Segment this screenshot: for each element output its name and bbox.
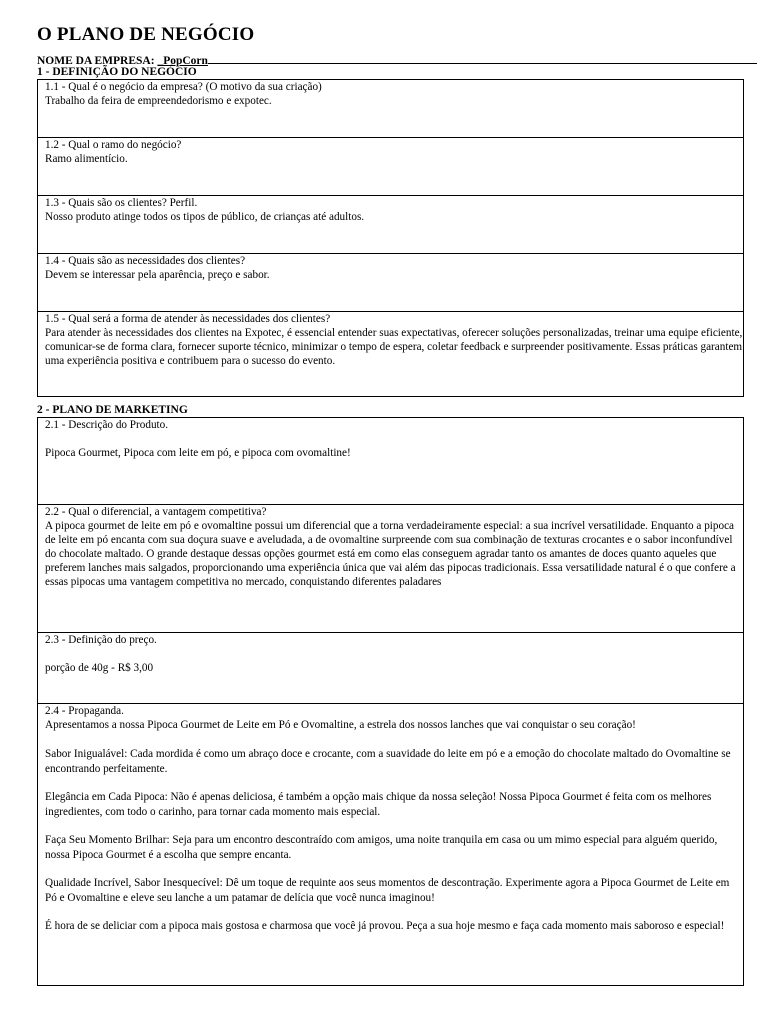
- company-line: [37, 53, 757, 67]
- question-2-2: [38, 505, 743, 633]
- question-text: 2.4 - Propaganda.: [45, 705, 124, 717]
- question-text: 2.2 - Qual o diferencial, a vantagem competitiva?: [45, 506, 267, 518]
- answer-text: Devem se interessar pela aparência, preço e sabor.: [45, 269, 270, 281]
- ad-paragraph-2: Sabor Inigualável: Cada mordida é como um abraço doce e crocante, com a suavidade do leite em pó e a emoção do chocolate maltado do Ovomaltine se encontrando perfeitamente.: [45, 748, 731, 775]
- question-1-5: [38, 312, 743, 398]
- question-1-3: [38, 196, 743, 254]
- question-1-1: [38, 80, 743, 138]
- section-1-table: [37, 79, 744, 397]
- company-underline: [208, 53, 757, 64]
- question-2-4: [38, 704, 743, 987]
- ad-paragraph-5: Qualidade Incrível, Sabor Inesquecível: Dê um toque de requinte aos seus momentos de descontração. Experimente agora a Pipoca Gourmet de Leite em Pó e Ovomaltine e eleve seu lanche a um patamar de delícia que você nunca imaginou!: [45, 877, 730, 904]
- question-text: 1.3 - Quais são os clientes? Perfil.: [45, 197, 198, 209]
- question-text: 1.2 - Qual o ramo do negócio?: [45, 139, 182, 151]
- page-title: O PLANO DE NEGÓCIO: [37, 24, 255, 45]
- company-name: _PopCorn: [157, 55, 208, 67]
- answer-text: A pipoca gourmet de leite em pó e ovomaltine possui um diferencial que a torna verdadeiramente especial: a sua incrível versatilidade. Enquanto a pipoca de leite em pó encanta com sua doçura suave e aveludada, a de ovomaltine surpreende com sua combinação de texturas crocantes e o sabor inconfundível do chocolate maltado. O grande destaque dessas opções gourmet está em como elas conseguem agradar tanto os amantes de doces quanto aqueles que preferem lanches mais salgados, proporcionando uma experiência única que vai além das pipocas tradicionais. Essa versatilidade natural é o que confere a essas pipocas uma vantagem competitiva no mercado, conquistando diferentes paladares: [45, 520, 736, 588]
- ad-paragraph-6: É hora de se deliciar com a pipoca mais gostosa e charmosa que você já provou. Peça a sua hoje mesmo e faça cada momento mais saboroso e especial!: [45, 920, 725, 932]
- ad-paragraph-1: Apresentamos a nossa Pipoca Gourmet de Leite em Pó e Ovomaltine, a estrela dos nossos lanches que vai conquistar o seu coração!: [45, 719, 636, 731]
- ad-paragraph-3: Elegância em Cada Pipoca: Não é apenas deliciosa, é também a opção mais chique da nossa seleção! Nossa Pipoca Gourmet é feita com os melhores ingredientes, com todo o carinho, para tornar cada momento mais especial.: [45, 791, 712, 818]
- answer-text: Para atender às necessidades dos clientes na Expotec, é essencial entender suas expectativas, oferecer soluções personalizadas, treinar uma equipe eficiente, comunicar-se de forma clara, fornecer suporte técnico, minimizar o tempo de espera, coletar feedback e surpreender positivamente. Essas práticas garantem uma experiência positiva e contribuem para o sucesso do evento.: [45, 327, 743, 367]
- answer-text: porção de 40g - R$ 3,00: [45, 662, 154, 674]
- question-2-3: [38, 633, 743, 704]
- question-text: 2.3 - Definição do preço.: [45, 634, 157, 646]
- question-1-2: [38, 138, 743, 196]
- ad-paragraph-4: Faça Seu Momento Brilhar: Seja para um encontro descontraído com amigos, uma noite tranquila em casa ou um mimo especial para alguém querido, nossa Pipoca Gourmet é a escolha que sempre encanta.: [45, 834, 718, 861]
- answer-text: Pipoca Gourmet, Pipoca com leite em pó, e pipoca com ovomaltine!: [45, 447, 351, 459]
- section-1-heading: 1 - DEFINIÇÃO DO NEGÓCIO: [37, 66, 197, 78]
- section-2-heading: 2 - PLANO DE MARKETING: [37, 404, 188, 416]
- question-text: 1.1 - Qual é o negócio da empresa? (O motivo da sua criação): [45, 81, 322, 93]
- question-text: 1.5 - Qual será a forma de atender às necessidades dos clientes?: [45, 313, 331, 325]
- question-2-1: [38, 418, 743, 505]
- question-text: 2.1 - Descrição do Produto.: [45, 419, 169, 431]
- question-1-4: [38, 254, 743, 312]
- answer-text: Nosso produto atinge todos os tipos de público, de crianças até adultos.: [45, 211, 365, 223]
- answer-text: Trabalho da feira de empreendedorismo e expotec.: [45, 95, 272, 107]
- section-2-table: [37, 417, 744, 986]
- answer-text: Ramo alimentício.: [45, 153, 128, 165]
- company-label: NOME DA EMPRESA:: [37, 55, 158, 67]
- question-text: 1.4 - Quais são as necessidades dos clientes?: [45, 255, 246, 267]
